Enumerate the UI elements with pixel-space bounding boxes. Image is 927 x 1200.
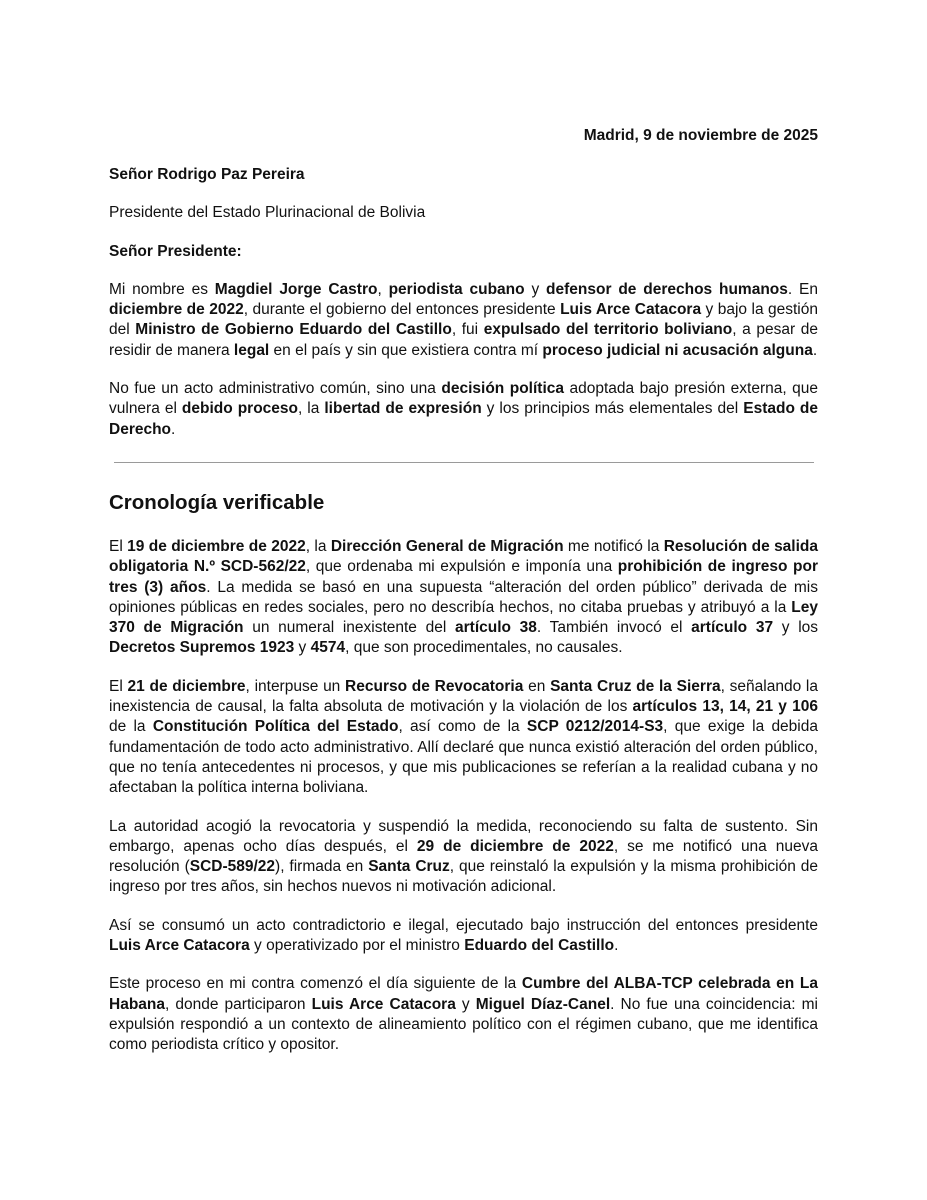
text-run: El	[109, 677, 128, 695]
bold-text-run: periodista cubano	[388, 280, 525, 298]
addressee-title: Presidente del Estado Plurinacional de Bolivia	[109, 204, 426, 222]
bold-text-run: expulsado del territorio boliviano	[483, 321, 733, 339]
text-run: , durante el gobierno del entonces presidente	[243, 301, 561, 319]
bold-text-run: Cumbre del ALBA-TCP celebrada en La Habana	[109, 975, 819, 1013]
intro-paragraph-2	[109, 379, 818, 440]
text-run: y bajo la gestión del	[109, 301, 818, 339]
bold-text-run: artículos 13, 14, 21 y 106	[632, 698, 818, 716]
bold-text-run: Constitución Política del Estado	[152, 718, 399, 736]
text-run: , se me notificó una nueva resolución (	[109, 837, 818, 876]
text-run: La autoridad acogió la revocatoria y suspendió la medida, reconociendo su falta de sustento. Sin embargo, apenas ocho días después, el	[109, 817, 818, 855]
bold-text-run: proceso judicial ni acusación alguna	[542, 341, 813, 359]
text-run: . También invocó el	[536, 619, 692, 637]
text-run: , que reinstaló la expulsión y la misma prohibición de ingreso por tres años, sin hechos nuevos ni motivación adicional.	[109, 858, 818, 896]
bold-text-run: Magdiel Jorge Castro	[214, 280, 378, 298]
bold-text-run: Ministro de Gobierno Eduardo del Castillo	[135, 321, 452, 339]
text-run: Así se consumó un acto contradictorio e ilegal, ejecutado bajo instrucción del entonces presidente	[109, 916, 818, 934]
text-run: de la	[109, 718, 153, 736]
text-run: , a pesar de residir de manera	[109, 321, 818, 359]
text-run: , fui	[451, 321, 484, 339]
text-run: El	[109, 537, 128, 555]
chronology-paragraph-5	[109, 974, 818, 1055]
text-run: , la	[305, 537, 331, 555]
text-run: .	[812, 341, 818, 359]
text-run: .	[171, 420, 176, 438]
bold-text-run: SCP 0212/2014-S3	[526, 718, 664, 736]
text-run: en el país y sin que existiera contra mí	[269, 341, 543, 359]
section-divider	[114, 462, 814, 463]
bold-text-run: Decretos Supremos 1923	[109, 639, 295, 657]
text-run: y operativizado por el ministro	[249, 937, 465, 955]
bold-text-run: Santa Cruz	[368, 858, 450, 876]
addressee-name: Señor Rodrigo Paz Pereira	[109, 166, 305, 183]
text-run: un numeral inexistente del	[243, 619, 455, 637]
text-run: . No fue una coincidencia: mi expulsión respondió a un contexto de alineamiento político con el régimen cubano, que me identifica como periodista crítico y opositor.	[109, 995, 818, 1054]
letter-date: Madrid, 9 de noviembre de 2025	[583, 127, 818, 144]
text-run: , la	[298, 400, 325, 418]
bold-text-run: Resolución de salida obligatoria N.º SCD-562/22	[109, 537, 819, 576]
bold-text-run: decisión política	[441, 380, 564, 398]
text-run: , que ordenaba mi expulsión e imponía una	[305, 558, 618, 576]
text-run: , que son procedimentales, no causales.	[345, 639, 623, 657]
text-run: , así como de la	[398, 718, 527, 736]
bold-text-run: Luis Arce Catacora	[560, 301, 702, 319]
text-run: y los	[773, 619, 819, 637]
bold-text-run: libertad de expresión	[324, 400, 482, 418]
text-run: , que exige la debida fundamentación de todo acto administrativo. Allí declaré que nunca existió alteración del orden público, que no tenía antecedentes ni procesos, y que mis publicaciones se referían a la realidad cubana y no afectaban la política interna boliviana.	[109, 718, 818, 797]
bold-text-run: 19 de diciembre de 2022	[127, 537, 306, 555]
bold-text-run: Santa Cruz de la Sierra	[550, 677, 721, 695]
intro-paragraph-1	[109, 280, 818, 361]
bold-text-run: Eduardo del Castillo	[464, 937, 615, 955]
text-run: y	[455, 995, 476, 1013]
bold-text-run: 4574	[310, 639, 346, 657]
chronology-paragraph-2	[109, 677, 818, 799]
text-run: . En	[787, 280, 818, 298]
bold-text-run: 21 de diciembre	[127, 677, 246, 695]
bold-text-run: Luis Arce Catacora	[109, 937, 250, 955]
text-run: adoptada bajo presión externa, que vulnera el	[109, 380, 818, 418]
text-run: en	[523, 677, 551, 695]
text-run: , señalando la inexistencia de causal, la falta absoluta de motivación y la violación de los	[109, 677, 818, 716]
text-run: .	[614, 937, 619, 955]
text-run: ,	[377, 280, 389, 298]
text-run: y	[524, 280, 547, 298]
bold-text-run: 29 de diciembre de 2022	[416, 837, 614, 855]
text-run: ), firmada en	[275, 858, 369, 876]
bold-text-run: Luis Arce Catacora	[311, 995, 456, 1013]
text-run: , donde participaron	[165, 995, 312, 1013]
text-run: . La medida se basó en una supuesta “alteración del orden público” derivada de mis opiniones públicas en redes sociales, pero no describía hechos, no citaba pruebas y atribuyó a la	[109, 578, 818, 616]
bold-text-run: defensor de derechos humanos	[546, 280, 788, 298]
text-run: y los principios más elementales del	[481, 400, 744, 418]
chronology-paragraph-1	[109, 537, 818, 659]
bold-text-run: Dirección General de Migración	[330, 537, 564, 555]
chronology-paragraph-3	[109, 817, 818, 898]
bold-text-run: Ley 370 de Migración	[109, 598, 818, 637]
chronology-paragraph-4	[109, 916, 818, 957]
bold-text-run: artículo 38	[455, 619, 537, 637]
bold-text-run: Miguel Díaz-Canel	[475, 995, 611, 1013]
letter-page	[109, 126, 818, 1074]
text-run: , interpuse un	[245, 677, 346, 695]
bold-text-run: diciembre de 2022	[109, 301, 244, 319]
section-heading: Cronología verificable	[109, 490, 325, 514]
bold-text-run: legal	[233, 341, 270, 359]
bold-text-run: Estado de Derecho	[109, 400, 818, 438]
text-run: Este proceso en mi contra comenzó el día siguiente de la	[109, 975, 522, 993]
text-run: Mi nombre es	[109, 280, 215, 298]
bold-text-run: artículo 37	[691, 619, 774, 637]
text-run: me notificó la	[563, 537, 664, 555]
bold-text-run: debido proceso	[181, 400, 298, 418]
bold-text-run: SCD-589/22	[189, 858, 276, 876]
bold-text-run: Recurso de Revocatoria	[345, 677, 524, 695]
text-run: y	[294, 639, 311, 657]
bold-text-run: prohibición de ingreso por tres (3) años	[109, 558, 819, 596]
salutation: Señor Presidente:	[109, 242, 242, 260]
text-run: No fue un acto administrativo común, sino una	[109, 380, 442, 398]
